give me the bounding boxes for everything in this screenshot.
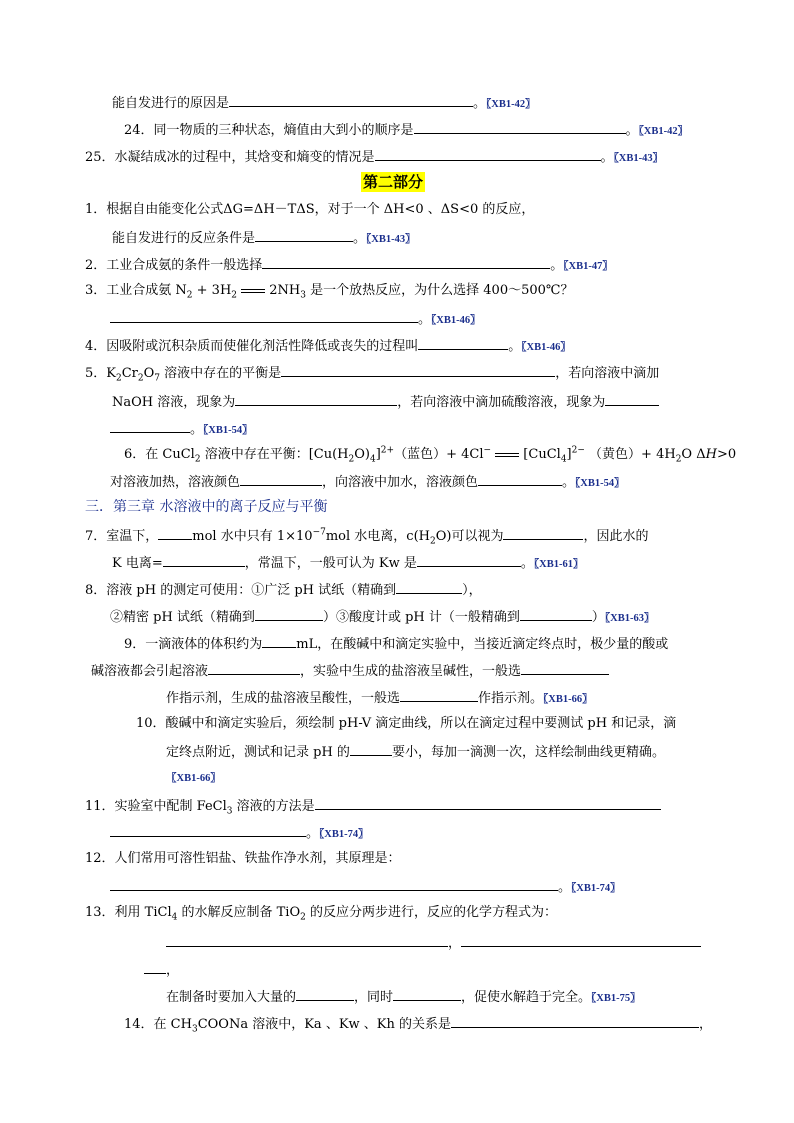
- text: 。: [625, 123, 639, 138]
- question-13a: 13．利用 TiCl$_4$ 的水解反应制备 TiO$_2$ 的反应分两步进行，反应的化学方程式为：: [85, 905, 557, 923]
- answer-blank[interactable]: [520, 608, 592, 621]
- text: 。: [473, 96, 487, 111]
- answer-blank[interactable]: [235, 393, 397, 406]
- text: 25．水凝结成冰的过程中，其焓变和熵变的情况是: [85, 150, 375, 165]
- question-14: 14．在 $CH_3COONa$ 溶液中，Ka 、Kw 、Kh 的关系是 ，: [124, 1017, 713, 1035]
- question-4: [85, 337, 571, 356]
- answer-blank[interactable]: [375, 148, 601, 161]
- answer-blank[interactable]: [208, 662, 300, 675]
- answer-blank[interactable]: [166, 934, 448, 947]
- text: 4．因吸附或沉积杂质而使催化剂活性降低或丧失的过程叫: [85, 339, 419, 354]
- question-1b: [112, 229, 416, 248]
- part-two-heading: [361, 174, 425, 192]
- text: 要小，每加一滴测一次，这样绘制曲线更精确。: [391, 745, 665, 760]
- answer-blank[interactable]: [396, 581, 462, 594]
- answer-blank[interactable]: [262, 635, 296, 648]
- text: ，若向溶液中滴加: [555, 366, 660, 381]
- question-13b: [166, 934, 701, 952]
- text: 13．利用 TiCl: [85, 905, 172, 920]
- text: 。: [418, 312, 432, 327]
- text: 5．K: [85, 366, 116, 381]
- text: ，: [699, 1017, 713, 1032]
- text: 溶液中存在平衡：[Cu(H: [204, 447, 349, 462]
- answer-blank[interactable]: [417, 554, 521, 567]
- text: 。: [550, 258, 564, 273]
- answer-blank[interactable]: [110, 878, 558, 891]
- answer-blank[interactable]: [393, 988, 461, 1001]
- answer-blank[interactable]: [605, 393, 659, 406]
- question-5b: [112, 393, 659, 411]
- question-6a: 6．在 CuCl$_2$ 溶液中存在平衡：$[Cu(H_2O)_4]^{2+}$（蓝色）+ 4Cl− [CuCl$_4$]$^{2-}$ （黄色）+ $4H_2O$ ΔH>0: [124, 445, 737, 465]
- reference-tag: 〖XB1-43〗: [366, 234, 416, 245]
- answer-blank[interactable]: [521, 662, 609, 675]
- line-l1: [112, 94, 536, 113]
- reference-tag: 〖XB1-61〗: [533, 559, 584, 570]
- question-3: 3．工业合成氨 $N_2 + 3H_2$ $2NH_3$ 是一个放热反应，为什么选择 400～500℃？: [85, 283, 574, 301]
- chapter-title: 第三章 水溶液中的离子反应与平衡: [113, 499, 328, 515]
- question-12b: [110, 878, 621, 897]
- reference-tag: 〖XB1-54〗: [575, 478, 625, 489]
- text: ，向溶液中加水，溶液颜色: [322, 475, 479, 490]
- question-7a: 7．室温下， mol 水中只有 $1\times 10^{-7}mol$ 水电离，$c(H_2O)$可以视为 ，因此水的: [85, 527, 649, 547]
- text: 能自发进行的反应条件是: [112, 231, 256, 246]
- question-10c: [166, 770, 221, 787]
- answer-blank[interactable]: [110, 310, 418, 323]
- text: （蓝色）+ 4Cl: [394, 447, 484, 462]
- question-11a: 11．实验室中配制 FeCl$_3$ 溶液的方法是: [85, 797, 661, 815]
- question-8a: [85, 581, 482, 599]
- text: 在制备时要加入大量的: [166, 990, 297, 1005]
- text: NaOH 溶液，现象为: [112, 395, 236, 410]
- text: 定终点附近，测试和记录 pH 的: [166, 745, 350, 760]
- text: K 电离=: [112, 556, 163, 571]
- question-5a: 5．$K_2Cr_2O_7$ 溶液中存在的平衡是 ，若向溶液中滴加: [85, 366, 660, 384]
- text: 对溶液加热，溶液颜色: [110, 475, 241, 490]
- reference-tag: 〖XB1-66〗: [166, 773, 221, 784]
- text: 14．在 CH: [124, 1017, 192, 1032]
- answer-blank[interactable]: [255, 229, 353, 242]
- text: 。: [600, 150, 614, 165]
- question-9b: [91, 662, 609, 680]
- text: 。: [508, 339, 522, 354]
- text: COONa 溶液中，Ka 、Kw 、Kh 的关系是: [197, 1017, 452, 1032]
- answer-blank[interactable]: [451, 1015, 699, 1028]
- text: 碱溶液都会引起溶液: [91, 664, 209, 679]
- chapter-number: 三．: [85, 499, 113, 515]
- text: H: [705, 447, 717, 462]
- answer-blank[interactable]: [296, 988, 354, 1001]
- text: 2．工业合成氨的条件一般选择: [85, 258, 263, 273]
- text: 1．根据自由能变化公式ΔG=ΔH－TΔS，对于一个 ΔH<0 、ΔS<0 的反应，: [85, 202, 535, 217]
- text: 。: [190, 422, 204, 437]
- text: ，同时: [354, 990, 394, 1005]
- question-13c: [144, 961, 179, 979]
- answer-blank[interactable]: [461, 934, 701, 947]
- text: 。: [353, 231, 367, 246]
- question-3-answer: [110, 310, 481, 329]
- text: 10．酸碱中和滴定实验后，须绘制 pH-V 滴定曲线，所以在滴定过程中要测试 pH 和记录，滴: [136, 716, 677, 731]
- text: 。: [562, 475, 576, 490]
- text: ，因此水的: [583, 529, 649, 544]
- answer-blank[interactable]: [350, 743, 392, 756]
- reference-tag: 〖XB1-47〗: [563, 261, 613, 272]
- text: mL，在酸碱中和滴定实验中，当接近滴定终点时，极少量的酸或: [296, 637, 669, 652]
- text: 24．同一物质的三种状态，熵值由大到小的顺序是: [124, 123, 414, 138]
- answer-blank[interactable]: [110, 824, 306, 837]
- reference-tag: 〖XB1-74〗: [319, 829, 369, 840]
- question-7b: [112, 554, 583, 573]
- question-8b: [110, 608, 654, 627]
- reference-tag: 〖XB1-74〗: [571, 883, 621, 894]
- question-9c: [166, 689, 593, 708]
- question-24: [124, 121, 688, 140]
- text: 6．在 CuCl: [124, 447, 195, 462]
- reference-tag: 〖XB1-63〗: [604, 613, 655, 624]
- reference-tag: 〖XB1-54〗: [203, 425, 253, 436]
- question-13d: [166, 988, 641, 1007]
- question-25: [85, 148, 663, 167]
- answer-blank[interactable]: [144, 961, 166, 974]
- text: 作指示剂。: [478, 691, 544, 706]
- question-2: [85, 256, 613, 275]
- reference-tag: 〖XB1-42〗: [638, 126, 689, 137]
- reference-tag: 〖XB1-46〗: [431, 315, 481, 326]
- text: ，常温下，一般可认为 Kw 是: [244, 556, 417, 571]
- text: 8．溶液 pH 的测定可使用：①广泛 pH 试纸（精确到: [85, 583, 397, 598]
- text: 12．人们常用可溶性铝盐、铁盐作净水剂，其原理是：: [85, 851, 401, 866]
- question-1a: [85, 202, 534, 218]
- text: O)可以视为: [435, 529, 504, 544]
- question-12a: [85, 851, 401, 867]
- question-10a: [136, 716, 676, 732]
- question-10b: [166, 743, 665, 761]
- text: mol 水中只有 1×10: [192, 529, 313, 544]
- answer-blank[interactable]: [281, 364, 555, 377]
- answer-blank[interactable]: [315, 797, 661, 810]
- section-title: 第二部分: [363, 173, 424, 191]
- chapter-three-heading: [85, 499, 327, 516]
- text: 作指示剂，生成的盐溶液呈酸性，一般选: [166, 691, 401, 706]
- question-9a: [124, 635, 668, 653]
- text: ，: [166, 963, 180, 978]
- answer-blank[interactable]: [240, 473, 322, 486]
- text: ），: [462, 583, 482, 598]
- text: ，促使水解趋于完全。: [461, 990, 592, 1005]
- text: 能自发进行的原因是: [112, 96, 230, 111]
- text: ，: [448, 936, 462, 951]
- answer-blank[interactable]: [418, 337, 508, 350]
- answer-blank[interactable]: [400, 689, 478, 702]
- equilibrium-arrow-icon: [241, 287, 265, 295]
- answer-blank[interactable]: [158, 527, 192, 540]
- text: 。: [558, 880, 572, 895]
- reference-tag: 〖XB1-75〗: [591, 993, 641, 1004]
- reference-tag: 〖XB1-42〗: [486, 99, 536, 110]
- question-5c: [110, 420, 253, 439]
- text: 的水解反应制备 TiO: [181, 905, 301, 920]
- answer-blank[interactable]: [262, 256, 550, 269]
- text: 7．室温下，: [85, 529, 159, 544]
- text: 3．工业合成氨 N: [85, 283, 187, 298]
- answer-blank[interactable]: [478, 473, 562, 486]
- answer-blank[interactable]: [110, 420, 190, 433]
- reference-tag: 〖XB1-46〗: [521, 342, 571, 353]
- text: 。: [306, 826, 320, 841]
- text: 。: [520, 556, 534, 571]
- text: ②精密 pH 试纸（精确到: [110, 610, 255, 625]
- text: ）: [591, 610, 605, 625]
- answer-blank[interactable]: [503, 527, 583, 540]
- text: 的反应分两步进行，反应的化学方程式为：: [309, 905, 557, 920]
- answer-blank[interactable]: [414, 121, 626, 134]
- text: 溶液的方法是: [236, 799, 315, 814]
- text: 溶液中存在的平衡是: [164, 366, 282, 381]
- text: ，若向溶液中滴加硫酸溶液，现象为: [397, 395, 606, 410]
- answer-blank[interactable]: [255, 608, 323, 621]
- equilibrium-arrow-icon: [495, 451, 519, 459]
- reference-tag: 〖XB1-43〗: [613, 153, 664, 164]
- text: 是一个放热反应，为什么选择 400～500℃？: [310, 283, 574, 298]
- question-11b: [110, 824, 369, 843]
- text: 9．一滴液体的体积约为: [124, 637, 263, 652]
- text: 11．实验室中配制 FeCl: [85, 799, 227, 814]
- text: ）③酸度计或 pH 计（一般精确到: [322, 610, 520, 625]
- text: ，实验中生成的盐溶液呈碱性，一般选: [300, 664, 522, 679]
- reference-tag: 〖XB1-66〗: [543, 694, 593, 705]
- question-6b: [110, 473, 625, 492]
- text: mol 水电离，c(H: [325, 529, 430, 544]
- answer-blank[interactable]: [163, 554, 245, 567]
- text: （黄色）+ 4H: [589, 447, 676, 462]
- answer-blank[interactable]: [229, 94, 473, 107]
